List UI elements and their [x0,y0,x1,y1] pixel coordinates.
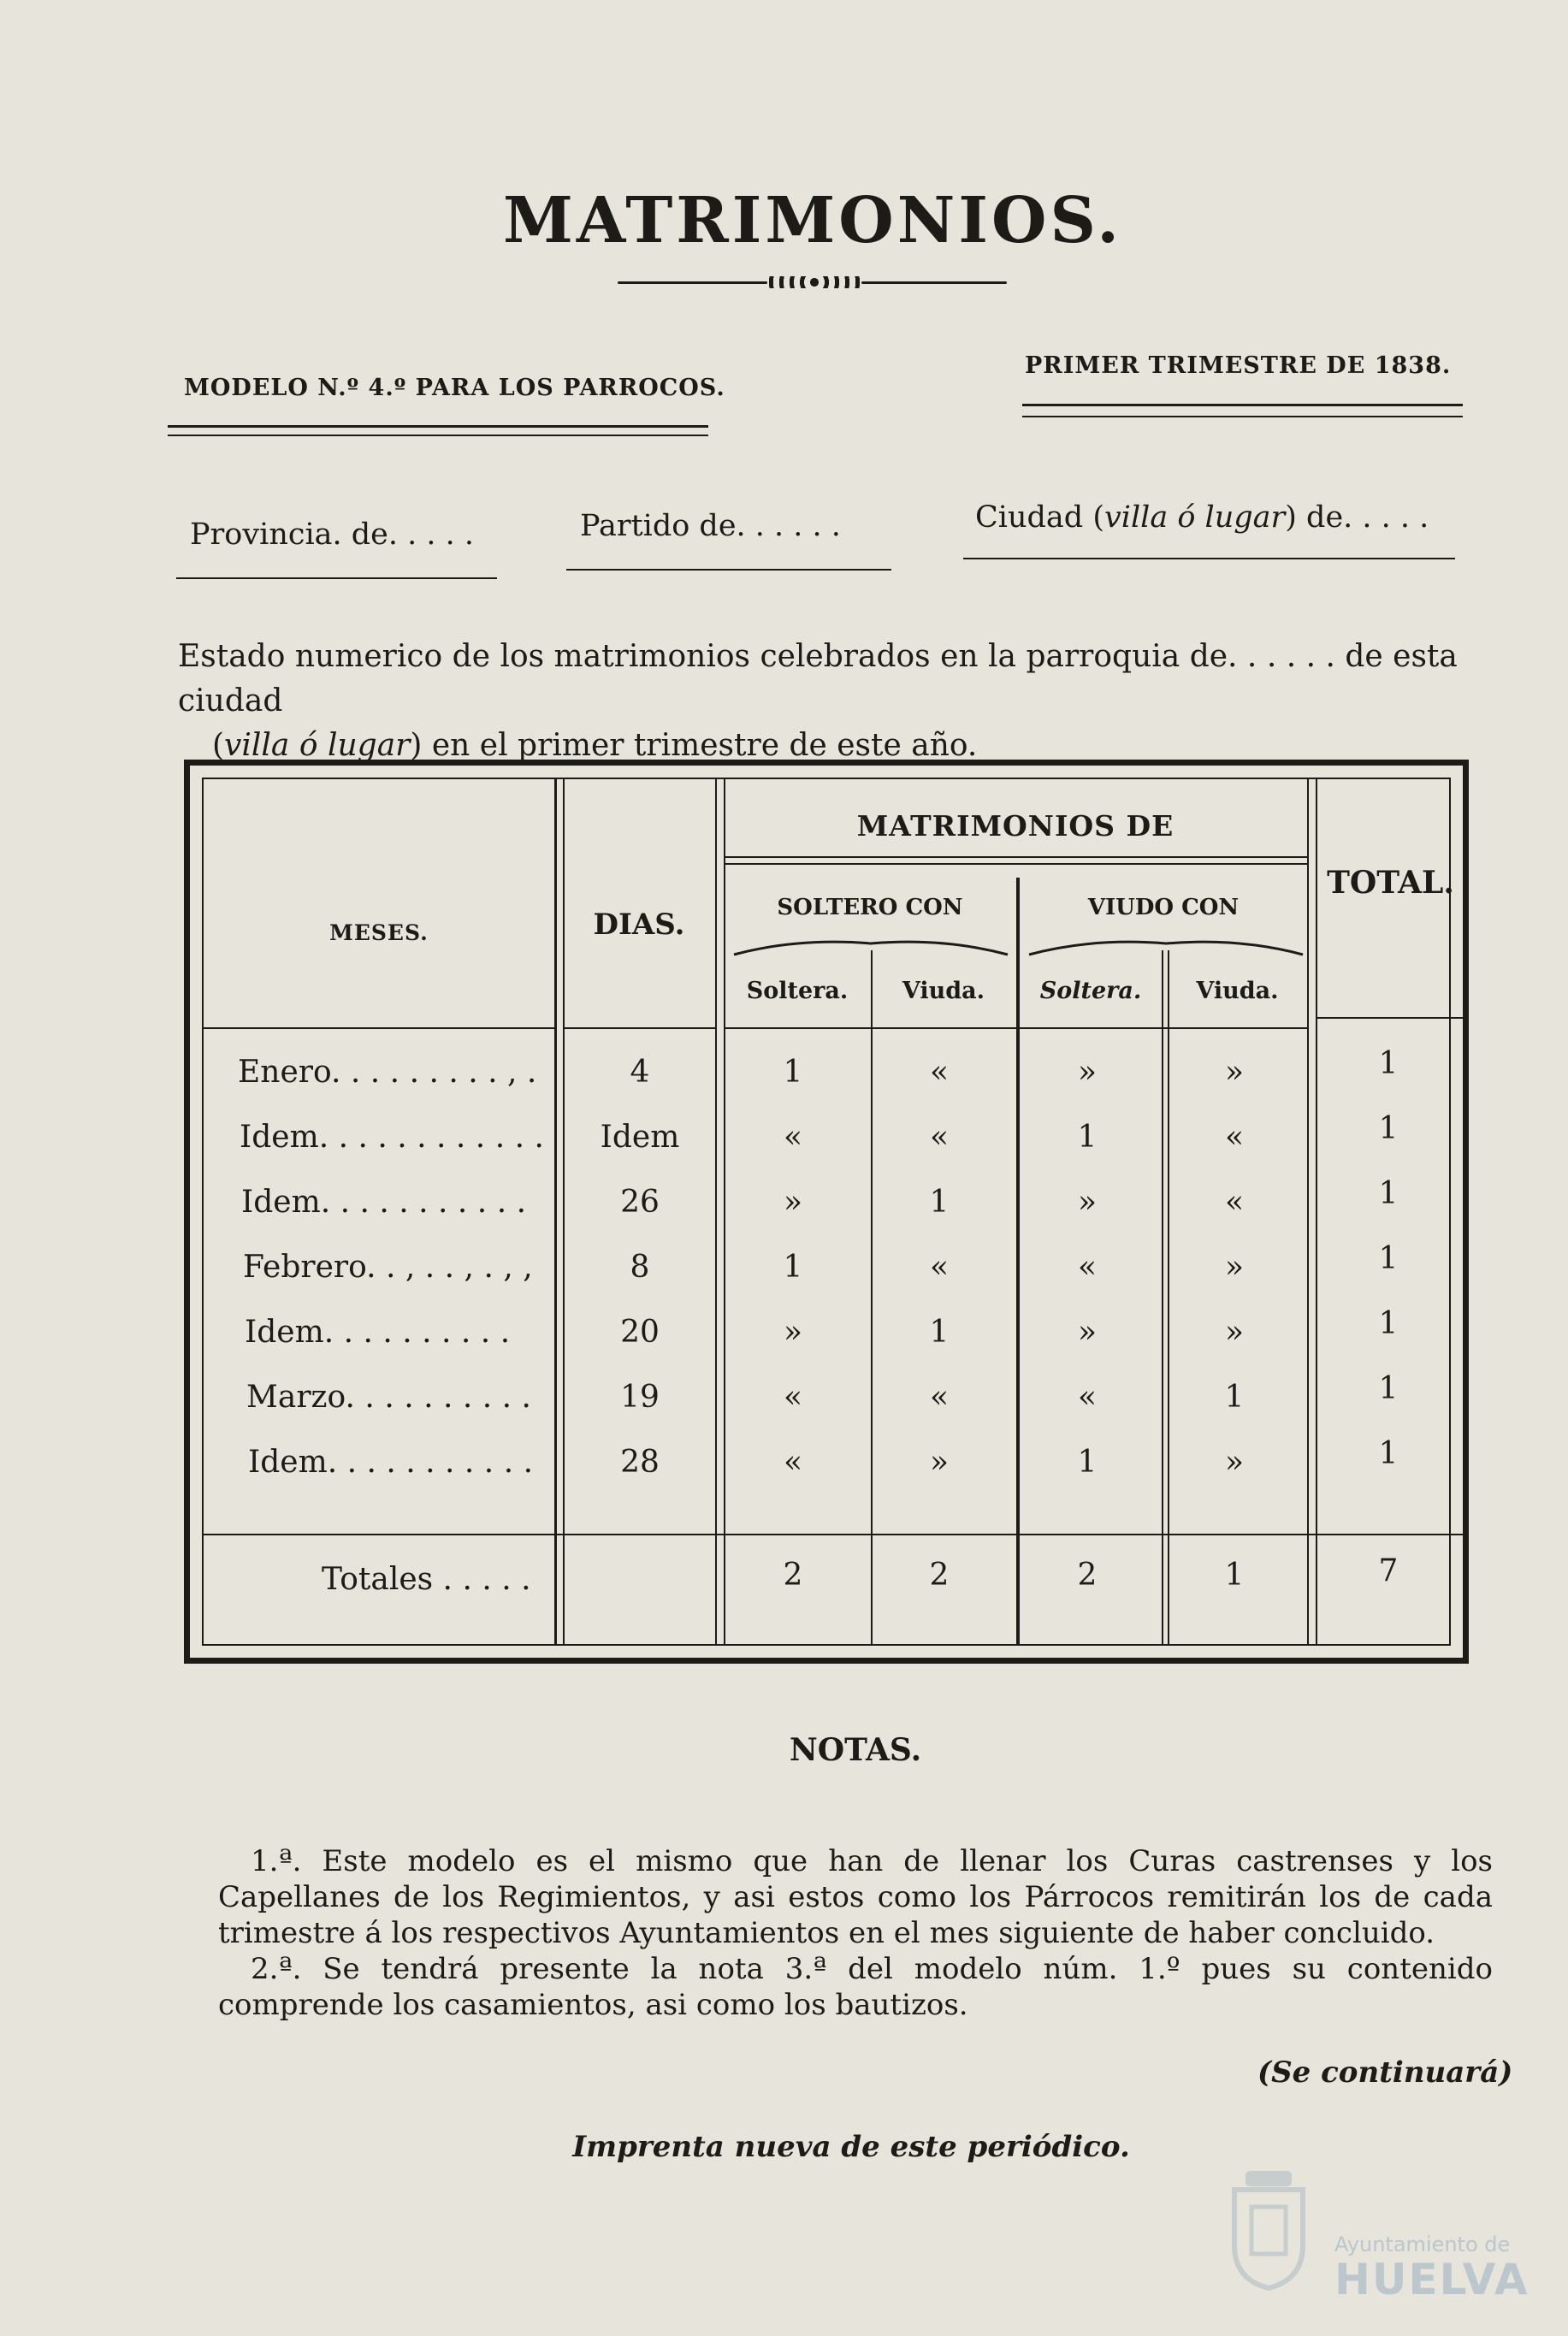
total-soltero-soltera: 2 [783,1558,803,1593]
row-soltero-viuda: « [929,1250,950,1285]
row-mes: Enero. . . . . . . . . , . [238,1055,537,1090]
model-rule [168,425,708,428]
row-viudo-soltera: « [1077,1250,1098,1285]
header-dias: DIAS. [593,908,685,942]
coat-of-arms-icon [1222,2164,1316,2292]
row-total: 1 [1378,1241,1399,1276]
marriages-table [184,760,1469,1664]
title-ornament [618,275,1007,289]
row-viudo-viuda: » [1224,1315,1245,1350]
row-dias: 26 [620,1185,660,1220]
total-viudo-soltera: 2 [1077,1558,1098,1593]
archive-watermark: Ayuntamiento de HUELVA [1334,2233,1530,2304]
soltero-brace [730,933,1012,959]
row-viudo-viuda: » [1224,1055,1245,1090]
header-viudo-viuda: Viuda. [1196,978,1279,1004]
row-mes: Marzo. . . . . . . . . . [246,1380,531,1415]
row-total: 1 [1378,1111,1399,1146]
ciudad-field: Ciudad (villa ó lugar) de. . . . . [975,500,1429,535]
row-total: 1 [1378,1436,1399,1471]
row-soltero-soltera: 1 [783,1250,803,1285]
row-viudo-soltera: » [1077,1055,1098,1090]
partido-field: Partido de. . . . . . [580,509,841,543]
row-soltero-soltera: » [783,1315,803,1350]
header-meses: MESES. [329,920,429,945]
row-total: 1 [1378,1371,1399,1406]
trimester-rule [1022,404,1463,406]
provincia-rule [176,577,497,579]
note-1: 1.ª. Este modelo es el mismo que han de llenar los Curas castrenses y los Capellanes de los Regimientos, y asi estos como los Párrocos remitirán los de cada trimestre á los respectivos Ayuntamientos en el mes siguiente de haber concluido. [218,1844,1493,1950]
note-2: 2.ª. Se tendrá presente la nota 3.ª del modelo núm. 1.º pues su contenido comprende los casamientos, asi como los bautizos. [218,1952,1493,2022]
row-soltero-soltera: « [783,1445,803,1480]
row-mes: Febrero. . , . . , . , , [243,1250,533,1285]
row-viudo-soltera: 1 [1077,1445,1098,1480]
row-soltero-viuda: « [929,1055,950,1090]
row-soltero-viuda: « [929,1120,950,1155]
header-soltero-con: SOLTERO CON [777,895,963,920]
row-viudo-viuda: « [1224,1120,1245,1155]
row-viudo-soltera: » [1077,1315,1098,1350]
header-viudo-con: VIUDO CON [1087,895,1240,920]
row-dias: 20 [620,1315,660,1350]
total-soltero-viuda: 2 [929,1558,950,1593]
row-soltero-viuda: 1 [929,1315,950,1350]
row-mes: Idem. . . . . . . . . . . [248,1445,534,1480]
partido-rule [566,569,891,571]
row-dias: 4 [630,1055,650,1090]
header-soltero-viuda: Viuda. [902,978,985,1004]
printer-line: Imprenta nueva de este periódico. [572,2130,1130,2164]
statement-paragraph: Estado numerico de los matrimonios celebrados en la parroquia de. . . . . . de esta ciudad (villa ó lugar) en el primer trimestre de este año. [178,639,1458,763]
totals-label: Totales . . . . . [322,1562,531,1597]
page-title: MATRIMONIOS. [502,184,1123,257]
row-mes: Idem. . . . . . . . . . [245,1315,511,1350]
trimester-line: PRIMER TRIMESTRE DE 1838. [1025,352,1452,379]
row-viudo-soltera: « [1077,1380,1098,1415]
total-viudo-viuda: 1 [1224,1558,1245,1593]
row-total: 1 [1378,1176,1399,1211]
row-soltero-soltera: » [783,1185,803,1220]
header-viudo-soltera: Soltera. [1039,978,1142,1004]
trimester-rule-2 [1022,416,1463,417]
row-mes: Idem. . . . . . . . . . . . [240,1120,544,1155]
row-dias: 28 [620,1445,660,1480]
model-rule-2 [168,435,708,436]
row-soltero-viuda: » [929,1445,950,1480]
row-dias: 19 [620,1380,660,1415]
row-mes: Idem. . . . . . . . . . . [241,1185,527,1220]
ciudad-rule [963,558,1455,559]
row-viudo-viuda: 1 [1224,1380,1245,1415]
header-soltero-soltera: Soltera. [746,978,849,1004]
model-line: MODELO N.º 4.º PARA LOS PARROCOS. [184,375,725,401]
row-viudo-viuda: » [1224,1445,1245,1480]
row-dias: 8 [630,1250,650,1285]
row-soltero-viuda: 1 [929,1185,950,1220]
continuation-note: (Se continuará) [1257,2055,1513,2090]
row-total: 1 [1378,1046,1399,1081]
header-matrimonios-de: MATRIMONIOS DE [856,809,1175,843]
total-total: 7 [1378,1553,1399,1588]
row-soltero-soltera: « [783,1120,803,1155]
viudo-brace [1025,933,1307,959]
row-soltero-soltera: « [783,1380,803,1415]
row-viudo-viuda: » [1224,1250,1245,1285]
row-total: 1 [1378,1306,1399,1341]
header-total: TOTAL. [1327,865,1454,901]
notes-block [218,1843,1493,2023]
row-viudo-viuda: « [1224,1185,1245,1220]
notas-heading: NOTAS. [789,1732,922,1768]
row-viudo-soltera: » [1077,1185,1098,1220]
row-soltero-viuda: « [929,1380,950,1415]
row-dias: Idem [600,1120,680,1155]
row-viudo-soltera: 1 [1077,1120,1098,1155]
provincia-field: Provincia. de. . . . . [190,517,475,552]
row-soltero-soltera: 1 [783,1055,803,1090]
